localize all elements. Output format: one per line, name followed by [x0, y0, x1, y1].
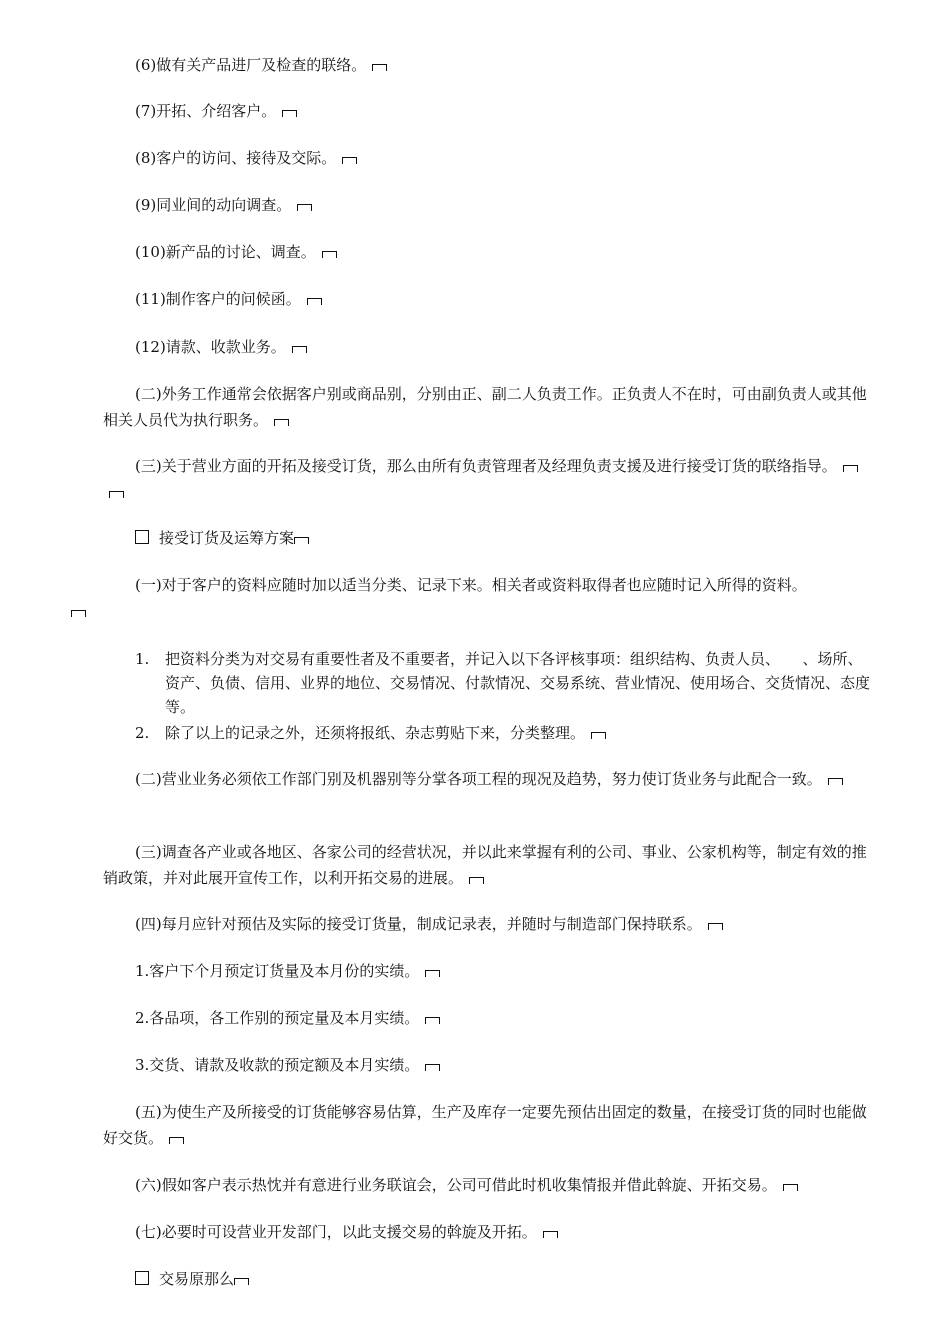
checkbox-square-icon — [135, 1271, 149, 1285]
paragraph — [103, 839, 875, 891]
paragraph-mark-icon — [274, 419, 289, 426]
paragraph — [103, 453, 875, 505]
paragraph-mark-icon — [342, 157, 357, 164]
paragraph-mark-icon — [71, 610, 86, 617]
paragraph-mark-icon — [783, 1184, 798, 1191]
paragraph-mark-icon — [282, 110, 297, 117]
paragraph — [103, 381, 875, 433]
section-heading-text: 交易原那么 — [159, 1270, 235, 1288]
paragraph-mark-icon — [292, 346, 307, 353]
section-heading — [103, 1266, 875, 1292]
paragraph — [103, 98, 875, 124]
paragraph-text: (6)做有关产品进厂及检查的联络。 — [135, 56, 367, 74]
paragraph-mark-icon — [234, 1278, 249, 1285]
paragraph — [103, 52, 875, 78]
paragraph — [103, 145, 875, 171]
section-heading-text: 接受订货及运筹方案 — [159, 529, 295, 547]
paragraph-text: (二)营业业务必须依工作部门别及机器别等分掌各项工程的现况及趋势，努力使订货业务与此配合一致。 — [135, 770, 822, 788]
paragraph-mark-icon — [372, 64, 387, 71]
paragraph-mark-icon — [307, 298, 322, 305]
paragraph-text: (三)关于营业方面的开拓及接受订货，那么由所有负责管理者及经理负责支援及进行接受订货的联络指导。 — [135, 457, 837, 475]
paragraph — [103, 192, 875, 218]
paragraph-mark-icon — [297, 204, 312, 211]
list-item — [135, 647, 877, 719]
paragraph — [103, 1052, 875, 1078]
list-item-text: 除了以上的记录之外，还须将报纸、杂志剪贴下来，分类整理。 — [165, 724, 586, 742]
paragraph — [103, 286, 875, 312]
paragraph-text: (11)制作客户的问候函。 — [135, 290, 301, 308]
paragraph-mark-icon — [322, 251, 337, 258]
paragraph-text: (四)每月应针对预估及实际的接受订货量，制成记录表，并随时与制造部门保持联系。 — [135, 915, 702, 933]
paragraph — [103, 1172, 875, 1198]
section-heading — [103, 525, 875, 551]
paragraph-mark-icon — [843, 465, 858, 472]
paragraph — [103, 239, 875, 265]
paragraph-text: 3.交货、请款及收款的预定额及本月实绩。 — [135, 1056, 420, 1074]
list-item-body — [165, 721, 877, 745]
paragraph — [103, 766, 875, 792]
paragraph — [103, 1219, 875, 1245]
list-item-text: 把资料分类为对交易有重要性者及不重要者，并记入以下各评核事项：组织结构、负责人员、 、场所、资产、负债、信用、业界的地位、交易情况、付款情况、交易系统、营业情况、使用场合、交货情况、态度等。 — [165, 650, 871, 716]
paragraph-text: (12)请款、收款业务。 — [135, 338, 286, 356]
paragraph-mark-icon — [591, 732, 606, 739]
list-number: 2. — [135, 724, 150, 742]
paragraph — [103, 1005, 875, 1031]
paragraph-text: (三)调查各产业或各地区、各家公司的经营状况，并以此来掌握有利的公司、事业、公家机构等，制定有效的推销政策，并对此展开宣传工作，以利开拓交易的进展。 — [103, 843, 867, 887]
paragraph-mark-icon — [425, 1064, 440, 1071]
paragraph — [103, 958, 875, 984]
paragraph-text: (二)外务工作通常会依据客户别或商品别，分别由正、副二人负责工作。正负责人不在时，可由副负责人或其他相关人员代为执行职务。 — [103, 385, 867, 429]
paragraph-text: (8)客户的访问、接待及交际。 — [135, 149, 337, 167]
paragraph — [103, 572, 875, 624]
paragraph-text: (六)假如客户表示热忱并有意进行业务联谊会，公司可借此时机收集情报并借此斡旋、开拓交易。 — [135, 1176, 777, 1194]
paragraph-mark-icon — [109, 491, 124, 498]
paragraph-text: (七)必要时可设营业开发部门，以此支援交易的斡旋及开拓。 — [135, 1223, 537, 1241]
paragraph-mark-icon — [543, 1231, 558, 1238]
paragraph-text: (一)对于客户的资料应随时加以适当分类、记录下来。相关者或资料取得者也应随时记入所得的资料。 — [135, 576, 807, 594]
paragraph-mark-icon — [425, 1017, 440, 1024]
paragraph-mark-icon — [169, 1137, 184, 1144]
paragraph — [103, 911, 875, 937]
list-item — [135, 721, 877, 745]
paragraph-text: (10)新产品的讨论、调查。 — [135, 243, 316, 261]
paragraph — [103, 334, 875, 360]
paragraph-mark-icon — [469, 877, 484, 884]
paragraph — [103, 1099, 875, 1151]
paragraph-mark-icon — [828, 778, 843, 785]
paragraph-text: (7)开拓、介绍客户。 — [135, 102, 277, 120]
paragraph-text: 1.客户下个月预定订货量及本月份的实绩。 — [135, 962, 420, 980]
checkbox-square-icon — [135, 530, 149, 544]
paragraph-mark-icon — [708, 923, 723, 930]
paragraph-text: (9)同业间的动向调查。 — [135, 196, 292, 214]
paragraph-text: (五)为使生产及所接受的订货能够容易估算，生产及库存一定要先预估出固定的数量，在接受订货的同时也能做好交货。 — [103, 1103, 867, 1147]
paragraph-mark-icon — [294, 537, 309, 544]
paragraph-text: 2.各品项，各工作别的预定量及本月实绩。 — [135, 1009, 420, 1027]
paragraph-mark-icon — [425, 970, 440, 977]
list-number: 1. — [135, 650, 150, 668]
